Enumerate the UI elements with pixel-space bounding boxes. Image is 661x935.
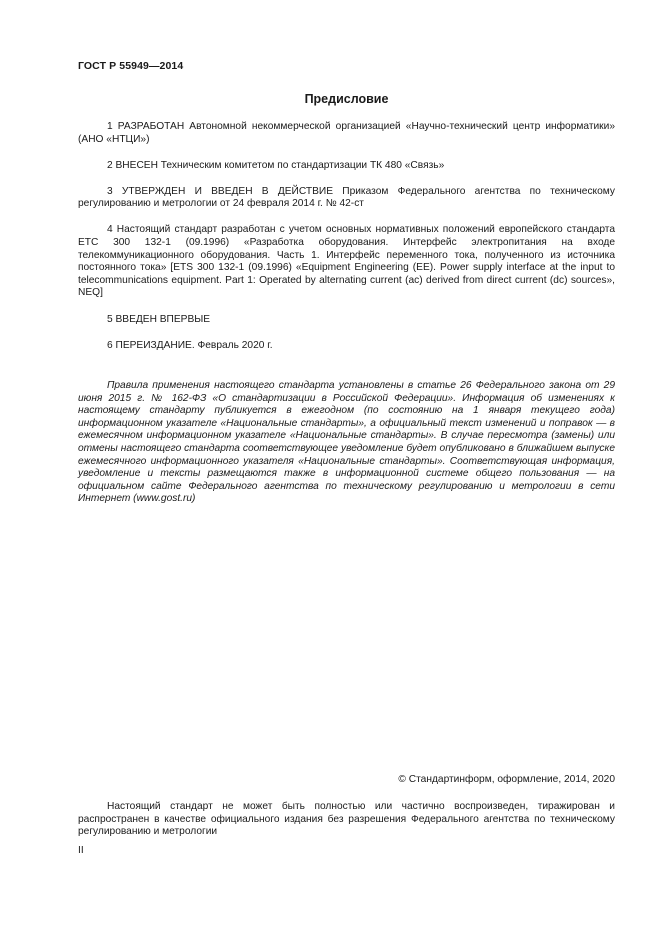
foreword-item-first-introduced: 5 ВВЕДЕН ВПЕРВЫЕ <box>107 313 211 325</box>
foreword-item-based-on: 4 Настоящий стандарт разработан с учетом основных нормативных положений европейского стандарта ЕТС 300 132-1 (09.1996) «Разработка оборудования. Интерфейс электропитания на входе телекоммуникационного оборудования. Часть 1. Интерфейс переменного тока, полученного из источника постоянного тока» [ETS 300 132-1 (09.1996) «Equipment Engineering (EE). Power supply interface at the input to telecommunications equipment. Part 1: Operated by alternating current (ac) derived from direct current (dc) sources», NEQ] <box>78 224 615 299</box>
foreword-item-developed: 1 РАЗРАБОТАН Автономной некоммерческой организацией «Научно-технический центр информатики» (АНО «НТЦИ») <box>78 121 615 145</box>
foreword-items <box>78 121 615 366</box>
copyright-line: © Стандартинформ, оформление, 2014, 2020 <box>398 774 615 785</box>
application-rules-notice: Правила применения настоящего стандарта установлены в статье 26 Федерального закона от 29 июня 2015 г. № 162-ФЗ «О стандартизации в Российской Федерации». Информация об изменениях к настоящему стандарту публикуется в ежегодном (по состоянию на 1 января текущего года) информационном указателе «Национальные стандарты», а официальный текст изменений и поправок — в ежемесячном информационном указателе «Национальные стандарты». В случае пересмотра (замены) или отмены настоящего стандарта соответствующее уведомление будет опубликовано в ближайшем выпуске ежемесячного информационного указателя «Национальные стандарты». Соответствующая информация, уведомление и тексты размещаются также в информационной системе общего пользования — на официальном сайте Федерального агентства по техническому регулированию и метрологии в сети Интернет (www.gost.ru) <box>78 380 615 505</box>
page-number: II <box>78 845 84 856</box>
page-title: Предисловие <box>304 92 389 106</box>
foreword-item-reissue: 6 ПЕРЕИЗДАНИЕ. Февраль 2020 г. <box>107 339 273 351</box>
standard-code-header: ГОСТ Р 55949—2014 <box>78 60 184 72</box>
foreword-item-introduced: 2 ВНЕСЕН Техническим комитетом по стандартизации ТК 480 «Связь» <box>107 159 445 171</box>
reprint-restriction-notice: Настоящий стандарт не может быть полностью или частично воспроизведен, тиражирован и распространен в качестве официального издания без разрешения Федерального агентства по техническому регулированию и метрологии <box>78 801 615 838</box>
foreword-item-approved: 3 УТВЕРЖДЕН И ВВЕДЕН В ДЕЙСТВИЕ Приказом Федерального агентства по техническому регулированию и метрологии от 24 февраля 2014 г. № 42-ст <box>78 185 615 210</box>
